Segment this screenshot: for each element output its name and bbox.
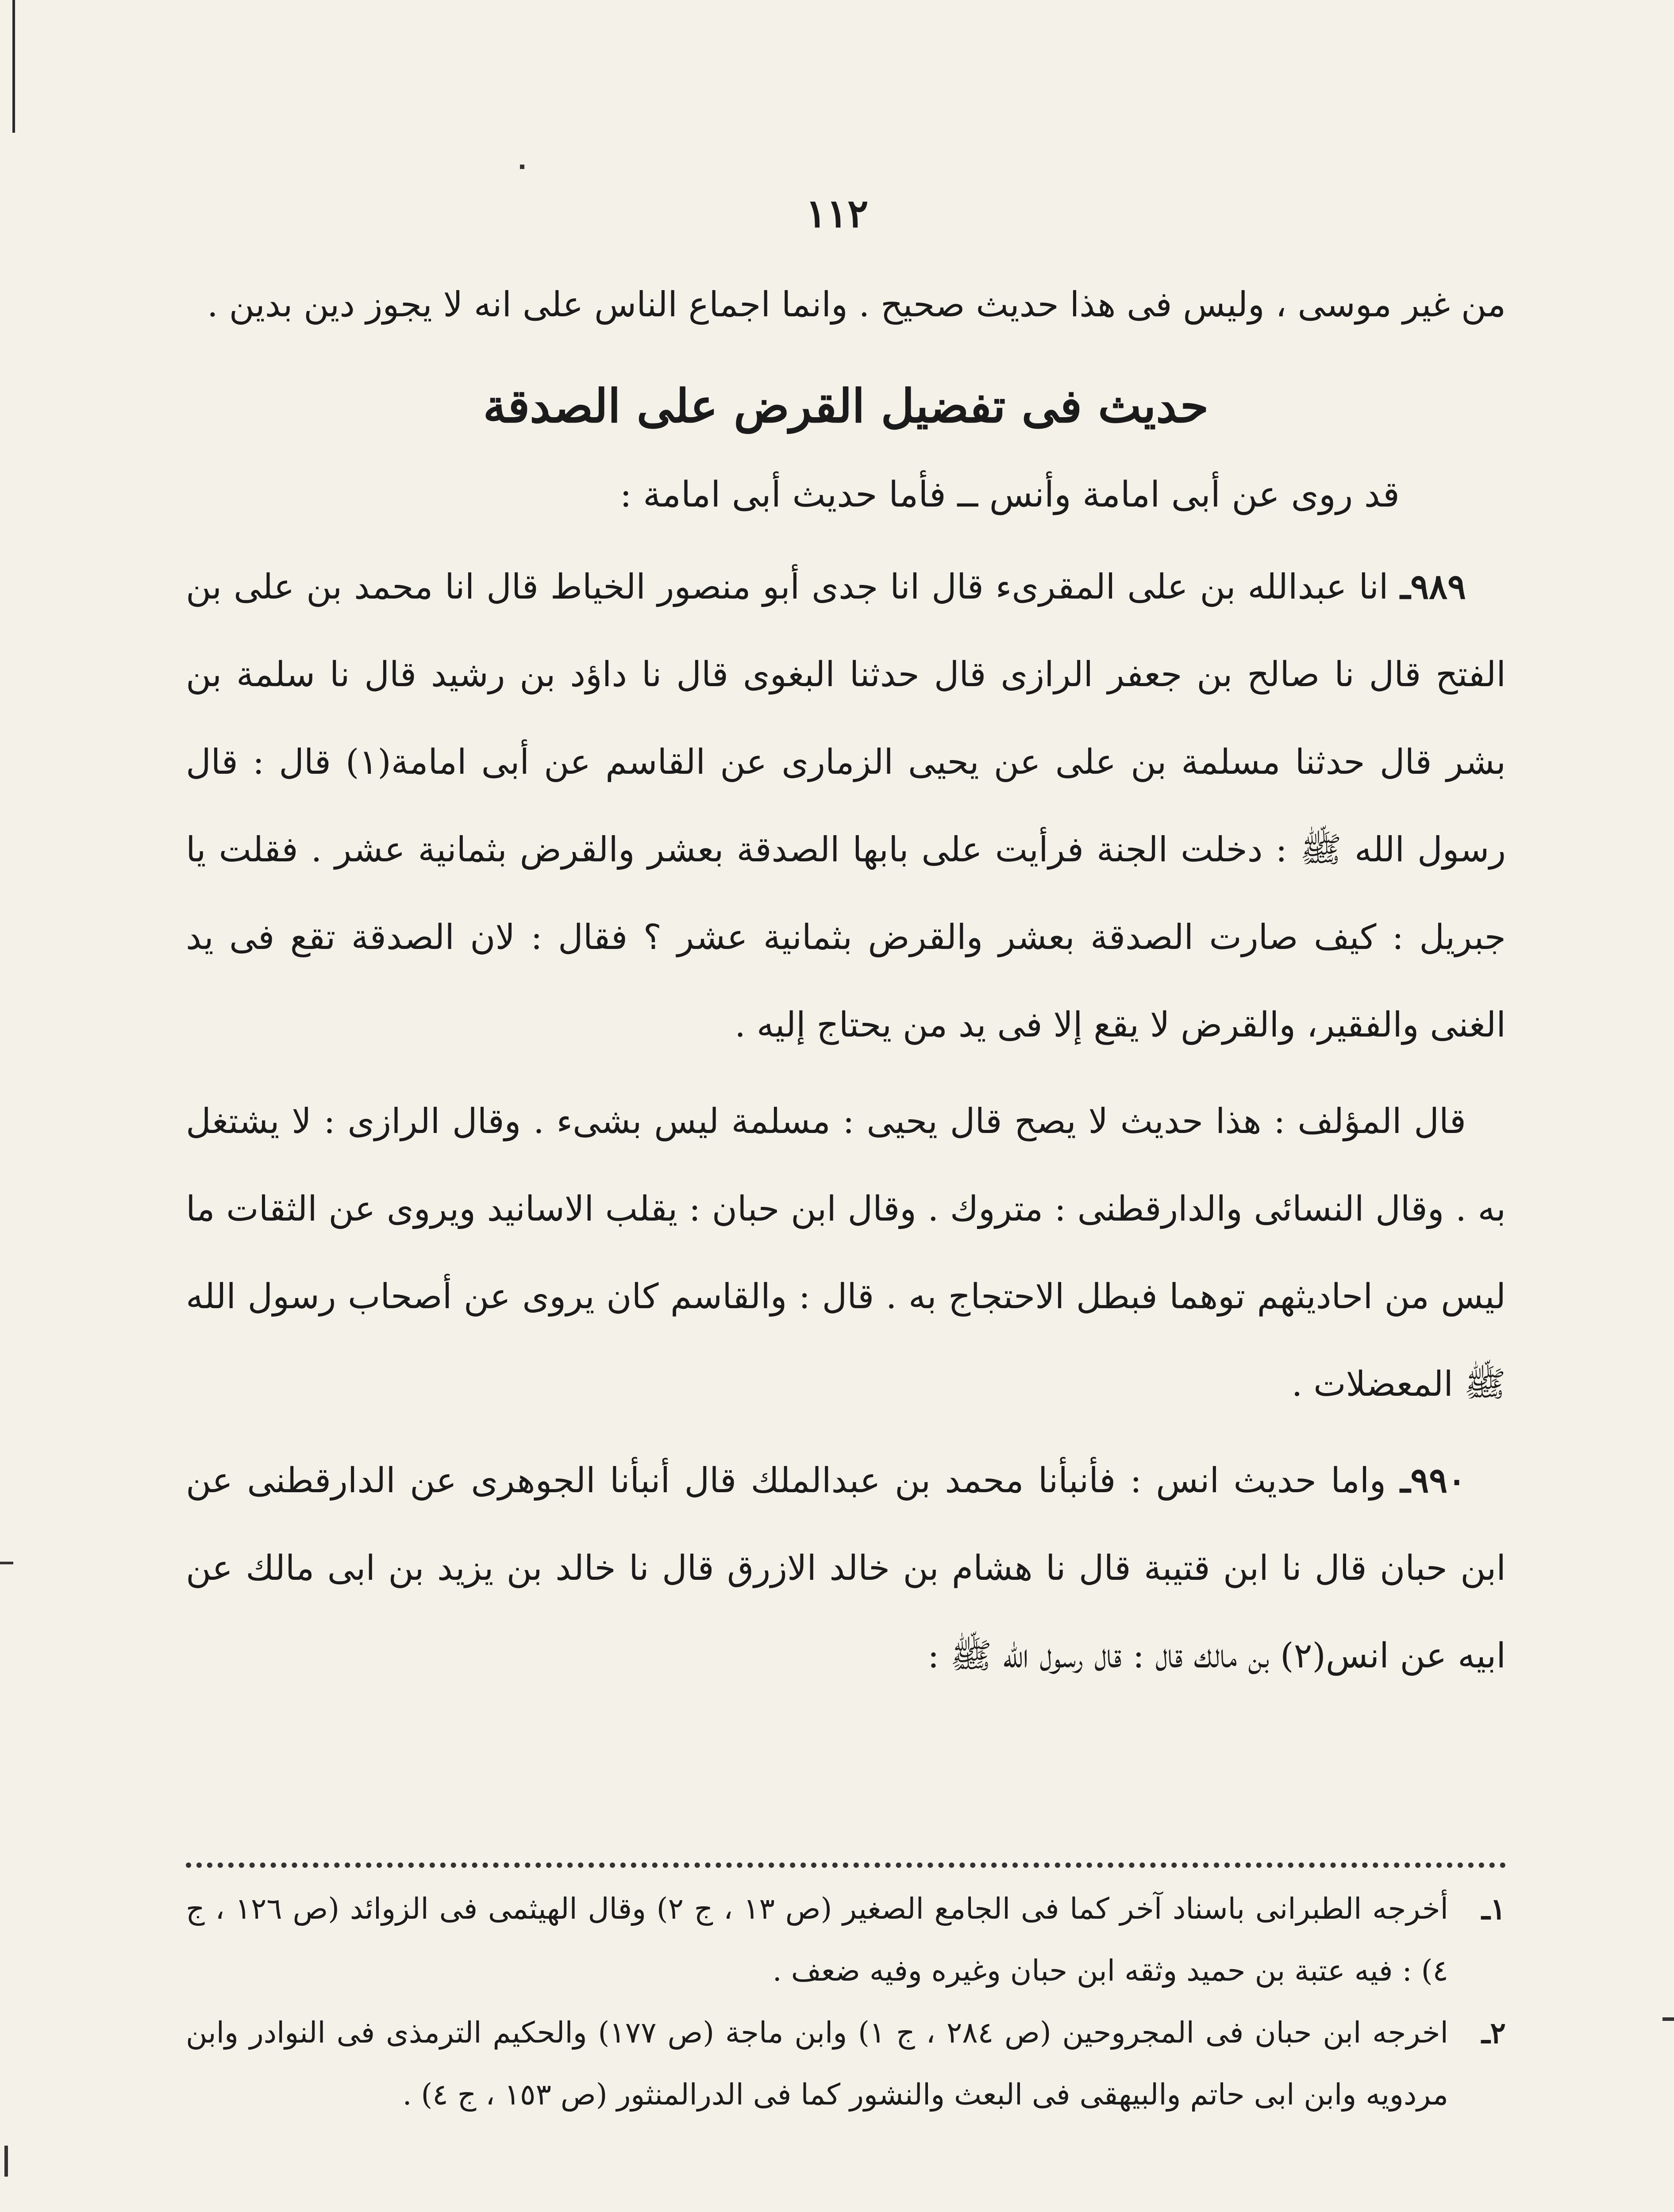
hadith-text: انا عبدالله بن على المقرىء قال انا جدى أبو منصور الخياط قال انا محمد بن على بن الفتح قال نا صالح بن جعفر الرازى قال حدثنا البغوى قال نا داؤد بن رشيد قال نا سلمة بن بشر قال حدثنا مسلمة بن على عن يحيى الزمارى عن القاسم عن أبى امامة(١) قال : قال رسول الله ﷺ : دخلت الجنة فرأيت على بابها الصدقة بعشر والقرض بثمانية عشر . فقلت يا جبريل : كيف صارت الصدقة بعشر والقرض بثمانية عشر ؟ فقال : لان الصدقة تقع فى يد الغنى والفقير، والقرض لا يقع إلا فى يد من يحتاج إليه . — [186, 567, 1506, 1045]
scan-speck — [0, 1562, 13, 1564]
scan-speck — [4, 2146, 8, 2177]
footnote-text: أخرجه الطبرانى باسناد آخر كما فى الجامع الصغير (ص ١٣ ، ج ٢) وقال الهيثمى فى الزوائد (ص ١٢٦ ، ج ٤) : فيه عتبة بن حميد وثقه ابن حبان وغيره وفيه ضعف . — [186, 1892, 1448, 1988]
page-edge-mark — [12, 0, 15, 133]
page-number: ١١٢ — [805, 190, 869, 236]
hadith-990 — [186, 1437, 1506, 1700]
scan-speck — [1662, 2017, 1674, 2021]
author-comment: قال المؤلف : هذا حديث لا يصح قال يحيى : مسلمة ليس بشىء . وقال الرازى : لا يشتغل به . وقال النسائى والدارقطنى : متروك . وقال ابن حبان : يقلب الاسانيد ويروى عن الثقات ما ليس من احاديثهم توهما فبطل الاحتجاج به . قال : والقاسم كان يروى عن أصحاب رسول الله ﷺ المعضلات . — [186, 1102, 1506, 1404]
hadith-text: واما حديث انس : فأنبأنا محمد بن عبدالملك قال أنبأنا الجوهرى عن الدارقطنى عن ابن حبان قال نا ابن قتيبة قال نا هشام بن خالد الازرق قال نا خالد بن يزيد بن ابى مالك عن ابيه عن انس(٢) بن مالك قال : قال رسول الله ﷺ : — [186, 1461, 1506, 1676]
footnotes — [186, 1878, 1506, 2126]
section-intro: قد روى عن أبى امامة وأنس ــ فأما حديث أبى امامة : — [620, 474, 1400, 515]
footnote-mark: ١ـ — [1482, 1892, 1506, 1926]
footnote-1 — [186, 1878, 1506, 2002]
section-title: حديث فى تفضيل القرض على الصدقة — [483, 379, 1209, 433]
intro-paragraph: من غير موسى ، وليس فى هذا حديث صحيح . وانما اجماع الناس على انه لا يجوز دين بدين . — [207, 285, 1506, 325]
main-text — [186, 252, 1506, 1700]
hadith-number: ٩٩٠ـ — [1400, 1460, 1466, 1501]
footnote-2 — [186, 2002, 1506, 2126]
footnote-text: اخرجه ابن حبان فى المجروحين (ص ٢٨٤ ، ج ١) وابن ماجة (ص ١٧٧) والحكيم الترمذى فى النوادر وابن مردويه وابن ابى حاتم والبيهقى فى البعث والنشور كما فى الدرالمنثور (ص ١٥٣ ، ج ٤) . — [186, 2016, 1448, 2112]
footnote-separator — [186, 1863, 1506, 1868]
footnote-mark: ٢ـ — [1482, 2016, 1506, 2050]
scan-speck — [520, 165, 524, 169]
hadith-number: ٩٨٩ـ — [1400, 567, 1466, 607]
hadith-989 — [186, 543, 1506, 1069]
